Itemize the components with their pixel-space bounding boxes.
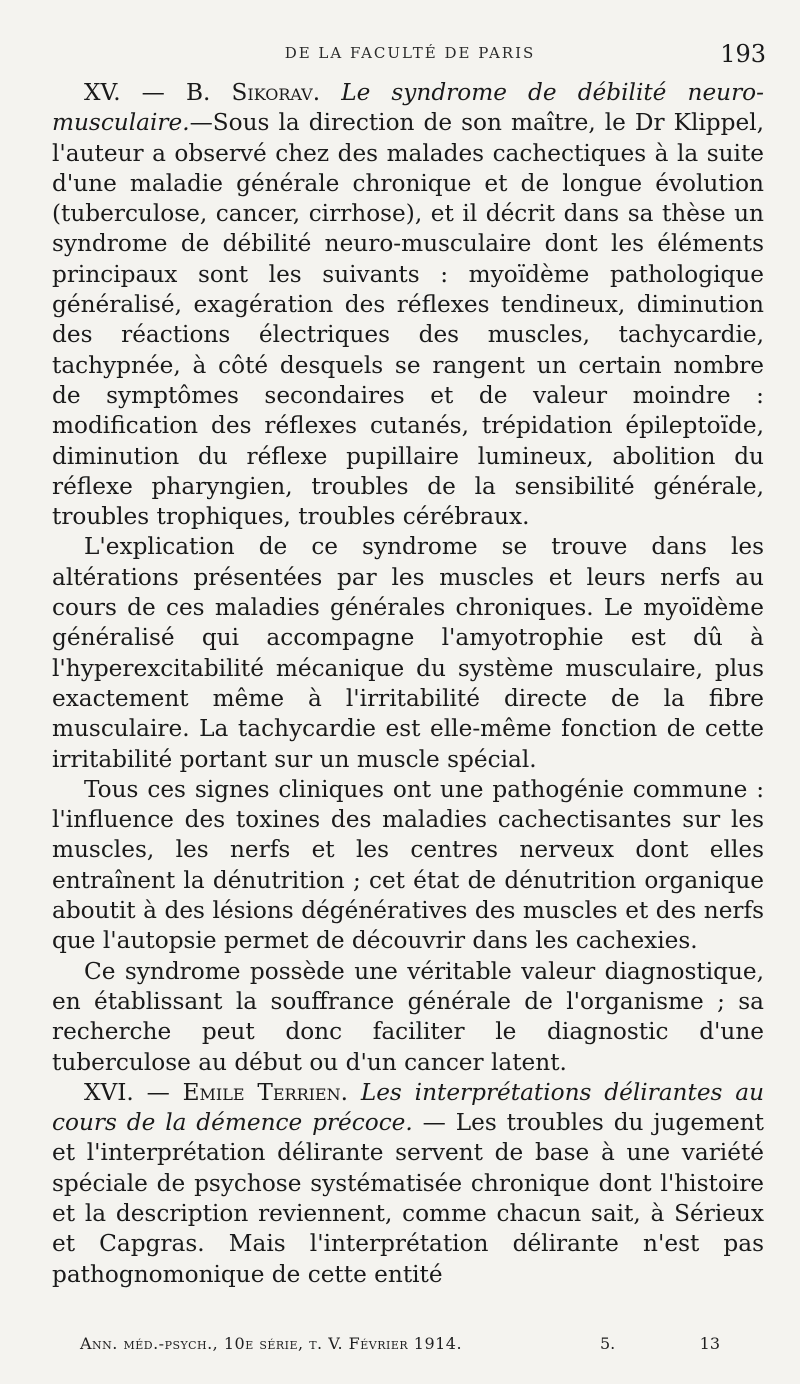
entry-xv-paragraph: XV. — B. Sikorav. Le syndrome de débilité neuro-musculaire.—Sous la direction de son maître, le Dr Klippel, l'auteur a observé chez des malades cachectiques à la suite d'une maladie générale chronique et de longue évolution (tuberculose, cancer, cirrhose), et il décrit dans sa thèse un syndrome de débilité neuro-musculaire dont les éléments principaux sont les suivants : myoïdème pathologique généralisé, exagération des réflexes tendineux, diminution des réactions électriques des muscles, tachycardie, tachypnée, à côté desquels se rangent un certain nombre de symptômes secondaires et de valeur moindre : modification des réflexes cutanés, trépidation épileptoïde, diminution du réflexe pupillaire lumineux, abolition du réflexe pharyngien, troubles de la sensibilité générale, troubles trophiques, troubles cérébraux.: [52, 79, 764, 531]
running-head: DE LA FACULTÉ DE PARIS: [284, 44, 536, 62]
entry-xv-author: Sikorav: [231, 79, 313, 106]
entry-xv-paragraph-3: Tous ces signes cliniques ont une pathogénie commune : l'influence des toxines des maladies cachectisantes sur les muscles, les nerfs et les centres nerveux dont elles entraînent la dénutrition ; cet état de dénutrition organique aboutit à des lésions dégénératives des muscles et des nerfs que l'autopsie permet de découvrir dans les cachexies.: [52, 775, 764, 955]
entry-xv-title: Le syndrome de débilité neuro-musculaire.: [52, 79, 764, 137]
page-header: [54, 38, 766, 74]
entry-xv-paragraph-2: L'explication de ce syndrome se trouve dans les altérations présentées par les muscles et leurs nerfs au cours de ces maladies générales chroniques. Le myoïdème généralisé qui accompagne l'amyotrophie est dû à l'hyperexcitabilité mécanique du système musculaire, plus exactement même à l'irritabilité directe de la fibre musculaire. La tachycardie est elle-même fonction de cette irritabilité portant sur un muscle spécial.: [52, 533, 764, 773]
entry-xv-numeral: XV. — B.: [84, 79, 211, 106]
entry-xvi-author: Emile Terrien: [182, 1078, 341, 1106]
body-text: [52, 78, 764, 1290]
entry-xv-paragraph-4: Ce syndrome possède une véritable valeur diagnostique, en établissant la souffrance générale de l'organisme ; sa recherche peut donc faciliter le diagnostic d'une tuberculose au début ou d'un cancer latent.: [52, 957, 764, 1076]
entry-xvi-paragraph: XVI. — Emile Terrien. Les interprétations délirantes au cours de la démence précoce. — Les troubles du jugement et l'interprétation délirante servent de base à une variété spéciale de psychose systématisée chronique dont l'histoire et la description reviennent, comme chacun sait, à Sérieux et Capgras. Mais l'interprétation délirante n'est pas pathognomonique de cette entité: [52, 1078, 765, 1288]
entry-xvi-title: Les interprétations délirantes au cours de la démence précoce.: [52, 1078, 765, 1137]
sheet-number: 13: [699, 1334, 720, 1353]
signature-mark: 5.: [600, 1334, 616, 1353]
entry-xv-text: —Sous la direction de son maître, le Dr Klippel, l'auteur a observé chez des malades cachectiques à la suite d'une maladie générale chronique et de longue évolution (tuberculose, cancer, cirrhose), et il décrit dans sa thèse un syndrome de débilité neuro-musculaire dont les éléments principaux sont les suivants : myoïdème pathologique généralisé, exagération des réflexes tendineux, diminution des réactions électriques des muscles, tachycardie, tachypnée, à côté desquels se rangent un certain nombre de symptômes secondaires et de valeur moindre : modification des réflexes cutanés, trépidation épileptoïde, diminution du réflexe pupillaire lumineux, abolition du réflexe pharyngien, troubles de la sensibilité générale, troubles trophiques, troubles cérébraux.: [52, 109, 764, 531]
entry-xvi-text: — Les troubles du jugement et l'interprétation délirante servent de base à une variété spéciale de psychose systématisée chronique dont l'histoire et la description reviennent, comme chacun sait, à Sérieux et Capgras. Mais l'interprétation délirante n'est pas pathognomonique de cette entité: [52, 1109, 765, 1288]
journal-citation: Ann. méd.-psych., 10e série, t. V. Février 1914.: [80, 1334, 463, 1353]
page-footer: [80, 1334, 720, 1364]
page-number: 193: [720, 40, 766, 68]
entry-xvi-numeral: XVI. —: [84, 1078, 170, 1106]
